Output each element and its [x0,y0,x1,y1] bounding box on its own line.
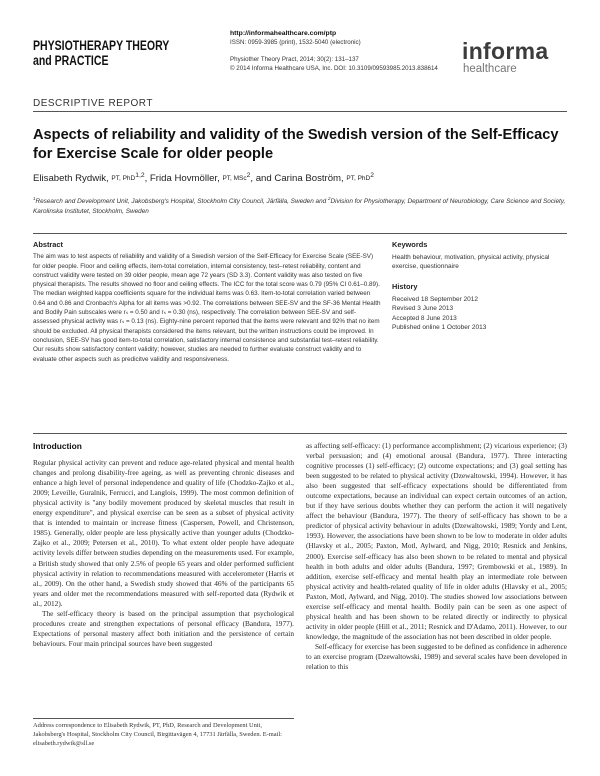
history-accepted: Accepted 8 June 2013 [392,314,457,322]
affiliation-mark: 2 [328,195,331,201]
publisher-division: healthcare [463,63,517,75]
author-separator: , and [250,173,275,184]
abstract-body: The aim was to test aspects of reliability and validity of a Swedish version of the Self-Efficacy for Exercise Scale (SEE-SV) for older people. Floor and ceiling effects, item-total correlation, internal consistency, test–retest reliability, content and construct validity were tested on 39 older people, mean age 72 years (SD 3.3). Content validity was also tested on five physical therapists. The results showed no floor and ceiling effects. The ICC for the total score was 0.79 (95% CI 0.61–0.89). The median weighted kappa coefficients square for the individual items was 0.63. Item-to-total correlation varied between 0.64 and 0.86 and Cronbach's Alpha for all items was >0.92. The correlations between SEE-SV and the SF-36 Mental Health and Bodily Pain subscales were rₛ = 0.50 and rₛ = 0.30 (ns), respectively. The correlation between SEE-SV and self-assessed physical activity was rₛ = 0.13 (ns). Eighty-nine percent reported that the items were relevant and 92% that no item should be excluded. All physical therapists considered the items relevant, but the written instructions could be improved. In conclusion, SEE-SV has good item-to-total correlation, satisfactory internal consistence and substantial test–retest reliability. Our results show satisfactory content validity; however, studies are needed to further evaluate construct validity and to evaluate other aspects such as predicitve validity and responsiveness. [33,253,381,363]
author-name: Frida Hovmöller, [149,173,220,184]
affiliation-text: Research and Development Unit, Jakobsberg's Hospital, Stockholm City Council, Järfälla, Sweden and [35,198,328,205]
author-name: Elisabeth Rydwik, [33,173,109,184]
author-affiliation-mark: 2 [246,171,251,179]
author-affiliation-mark: 2 [370,171,374,179]
author-separator: , [144,173,150,184]
author-name: Carina Boström, [274,173,344,184]
body-paragraph: as affecting self-efficacy: (1) performance accomplishment; (2) vicarious experience; (3) verbal persuasion; and (4) emotional arousal (Bandura, 1977). Three interacting cognitive processes (1) self-efficacy; (2) outcome expectations; and (3) goal setting has been suggested to be related to physical activity (Dzewaltowski, 1994). However, it has also been suggested that self-efficacy expectations should be differentiated from outcome expectations, because an individual can expect certain outcomes of an action, but if they have serious doubts whether they can perform the action it will negatively affect the behaviour (Bandura, 1977). The theory of self-efficacy has shown to be a predictor of physical activity behaviour in adults (Dzewaltowski, 1989; Yordy and Lent, 1993). However, the associations have been shown to be low to moderate in older adults (Hlavsky et al., 2005; Paxton, Motl, Aylward, and Nigg, 2010; Resnick and Jenkins, 2000). Exercise self-efficacy has also been shown to be related to mental and physical health in both adults and older adults (Bandura, 1997; Grembowski et al., 1989). In addition, exercise self-efficacy and mental health play an intermediate role between physical activity and health-related quality of life in older adults (Hlavsky et al., 2005; Paxton, Motl, Aylward, and Nigg, 2010). The studies showed low associations between exercise self-efficacy and mental health. Bodily pain can be seen as one aspect of physical health and has been shown to be related directly or indirectly to physical activity in older people (Hill et al., 2011; Resnick and D'Adamo, 2011). However, to our knowledge, the magnitude of the association has not been described in older people. [306,441,567,641]
affiliations [33,197,570,217]
journal-title [33,38,170,68]
affiliation-mark: 1 [33,195,36,201]
body-paragraph: The self-efficacy theory is based on the principal assumption that psychological procedures create and strengthen expectations of personal efficacy (Bandura, 1977). Expectations of personal mastery affect both initiation and the persistence of certain behaviours. Four main principal sources have been suggested [33,608,294,648]
keywords-heading: Keywords [392,240,428,249]
correspondence-footnote: Address correspondence to Elisabeth Rydwik, PT, PhD, Research and Development Unit, Jakobsberg's Hospital, Stockholm City Council, Birgittavägen 4, 17731 Järfälla, Sweden. E-mail: elisabeth.rydwik@sll.se [33,722,282,748]
history-published: Published online 1 October 2013 [392,324,487,331]
keywords-text: Health behaviour, motivation, physical activity, physical exercise, questionnaire [392,253,550,270]
article-type: DESCRIPTIVE REPORT [33,98,153,109]
introduction-heading: Introduction [33,441,82,451]
author-degree: PT, MSc [222,175,247,182]
body-divider [33,433,567,434]
journal-title-line2: and PRACTICE [33,53,109,68]
journal-title-line1: PHYSIOTHERAPY THEORY [33,38,170,53]
footnote-divider [33,718,294,719]
left-column [33,441,294,649]
article-title: Aspects of reliability and validity of the Swedish version of the Self-Efficacy for Exercise Scale for older people [33,127,559,162]
history-revised: Revised 3 June 2013 [392,305,454,312]
keywords-section [392,240,572,272]
header-divider [33,111,567,112]
abstract-heading: Abstract [33,240,63,249]
issn: ISSN: 0959-3985 (print), 1532-5040 (electronic) [230,39,361,46]
publisher-name: informa [462,38,549,64]
body-paragraph: Regular physical activity can prevent and reduce age-related physical and mental health changes and prolong disability-free ageing, as well as preventing chronic diseases and enhance a high level of personal independence and quality of life (Chodzko-Zajko et al., 2009; Leveille, Guralnik, Ferrucci, and Langlois, 1999). The most common definition of physical activity is "any bodily movement produced by skeletal muscles that result in energy expenditure", and physical exercise can be seen as a subset of physical activity that is intended to maintain or increase fitness (Caspersen, Powell, and Christenson, 1985). Generally, older people are less physically active than younger adults (Chodzko-Zajko et al., 2009; Petersen et al., 2010). To what extent older people have adequate activity levels differ between studies depending on the measurements used. For example, a British study showed that only 2.5% of people 65 years and older performed sufficient physical activity in relation to recommendations measured with accelerometer (Harris et al., 2009). On the other hand, a Swedish study showed that 46% of the participants 65 years and older met the recommendations measured with self-reported data (Rydwik et al., 2012). [33,458,294,608]
history-heading: History [392,282,418,291]
history-section [392,282,572,333]
body-paragraph: Self-efficacy for exercise has been suggested to be defined as confidence in adherence to an exercise program (Dzewaltowski, 1989) and several scales have been developed in relation to this [306,641,567,672]
affiliation-text: Division for Physiotherapy, Department of Neurobiology, Care Science and Society, Karolinska Institutet, Stockholm, Sweden [33,198,566,215]
publisher-logo [462,40,582,76]
journal-url[interactable]: http://informahealthcare.com/ptp [230,30,337,37]
history-received: Received 18 September 2012 [392,295,479,303]
copyright-doi: © 2014 Informa Healthcare USA, Inc. DOI: 10.3109/09593985.2013.838614 [230,65,438,72]
abstract-divider [33,233,567,234]
author-degree: PT, PhD [346,175,371,182]
publication-meta [230,29,460,73]
author-affiliation-mark: 1,2 [135,171,145,179]
author-degree: PT, PhD [111,175,136,182]
abstract-section [33,240,381,364]
citation: Physiother Theory Pract, 2014; 30(2): 131–137 [230,56,359,63]
author-list [33,173,573,184]
right-column [306,441,567,672]
